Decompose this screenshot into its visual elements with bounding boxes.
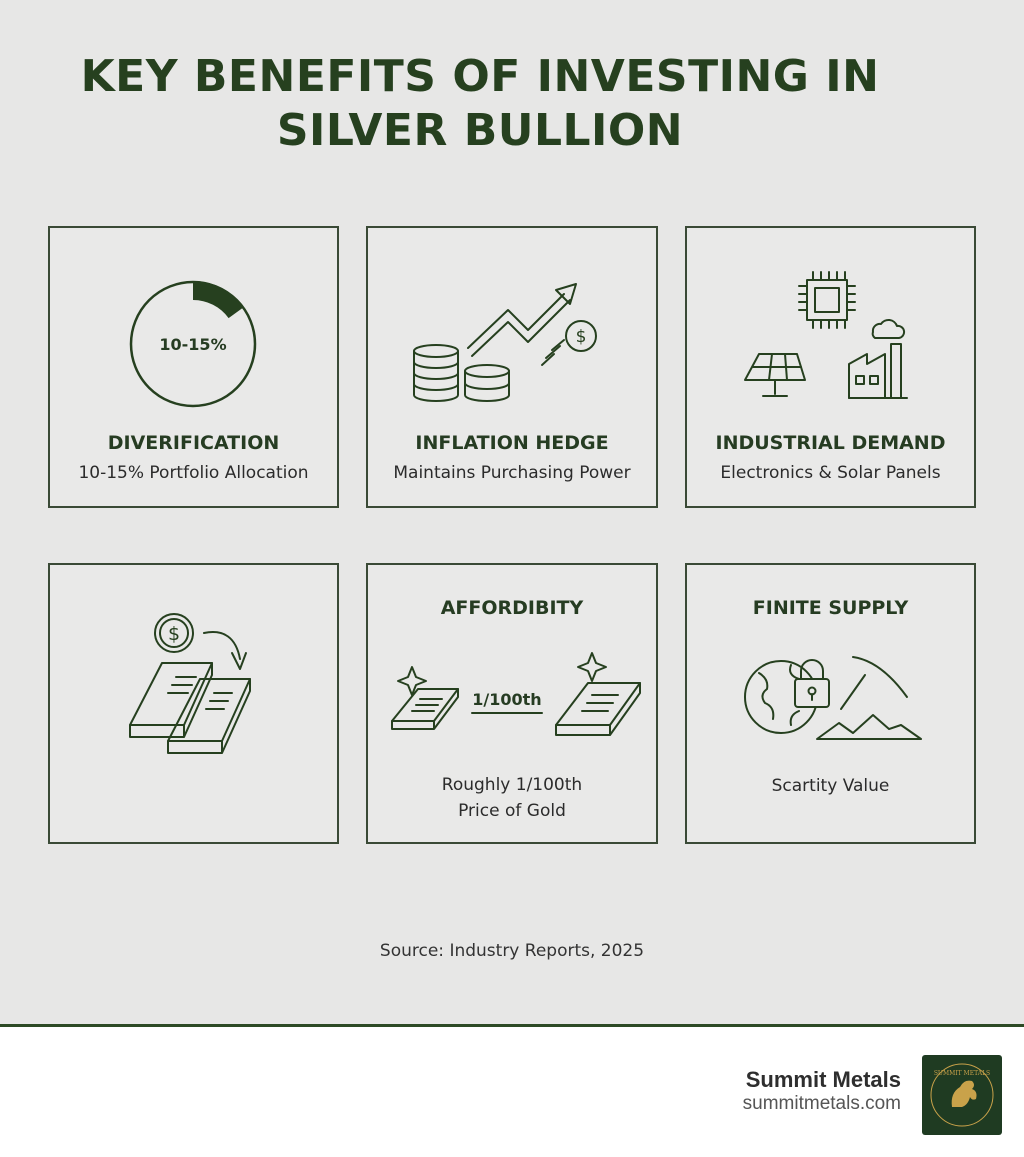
svg-text:$: $ (575, 327, 587, 347)
benefit-card-diversification (48, 226, 339, 508)
silver-bars-dollar-icon (50, 565, 341, 846)
benefit-card-industrial-demand (685, 226, 976, 508)
benefit-card-silver-bars (48, 563, 339, 844)
card-subtitle: Scartity Value (771, 776, 890, 796)
logo-text: SUMMIT METALS (933, 1070, 991, 1077)
card-subtitle-line-1: Roughly 1/100th (441, 775, 583, 795)
page-title (0, 50, 960, 158)
svg-text:$: $ (167, 623, 181, 645)
globe-lock-pickaxe-icon (687, 565, 978, 846)
card-subtitle: Maintains Purchasing Power (393, 463, 631, 483)
card-heading: FINITE SUPPLY (752, 597, 909, 619)
brand-url[interactable]: summitmetals.com (742, 1093, 901, 1114)
title-line-1: KEY BENEFITS OF INVESTING IN (80, 51, 880, 102)
ratio-label: 1/100th (472, 690, 542, 709)
card-heading: AFFORDIBITY (440, 597, 584, 619)
card-heading: INFLATION HEDGE (415, 432, 609, 454)
card-heading: INDUSTRIAL DEMAND (715, 432, 946, 454)
card-subtitle: Electronics & Solar Panels (720, 463, 941, 483)
summit-metals-logo (922, 1055, 1002, 1135)
source-note: Source: Industry Reports, 2025 (379, 941, 645, 961)
lion-crest-icon (922, 1055, 1002, 1135)
card-subtitle: 10-15% Portfolio Allocation (78, 463, 309, 483)
benefit-card-finite-supply (685, 563, 976, 844)
card-subtitle-line-2: Price of Gold (458, 801, 566, 821)
benefit-card-affordability (366, 563, 658, 844)
brand-name: Summit Metals (745, 1067, 901, 1092)
donut-label: 10-15% (159, 335, 227, 354)
benefit-card-inflation-hedge (366, 226, 658, 508)
title-line-2: SILVER BULLION (276, 105, 684, 156)
donut-filled-slice (193, 281, 244, 318)
card-heading: DIVERIFICATION (107, 432, 280, 454)
footer (0, 1024, 1024, 1157)
